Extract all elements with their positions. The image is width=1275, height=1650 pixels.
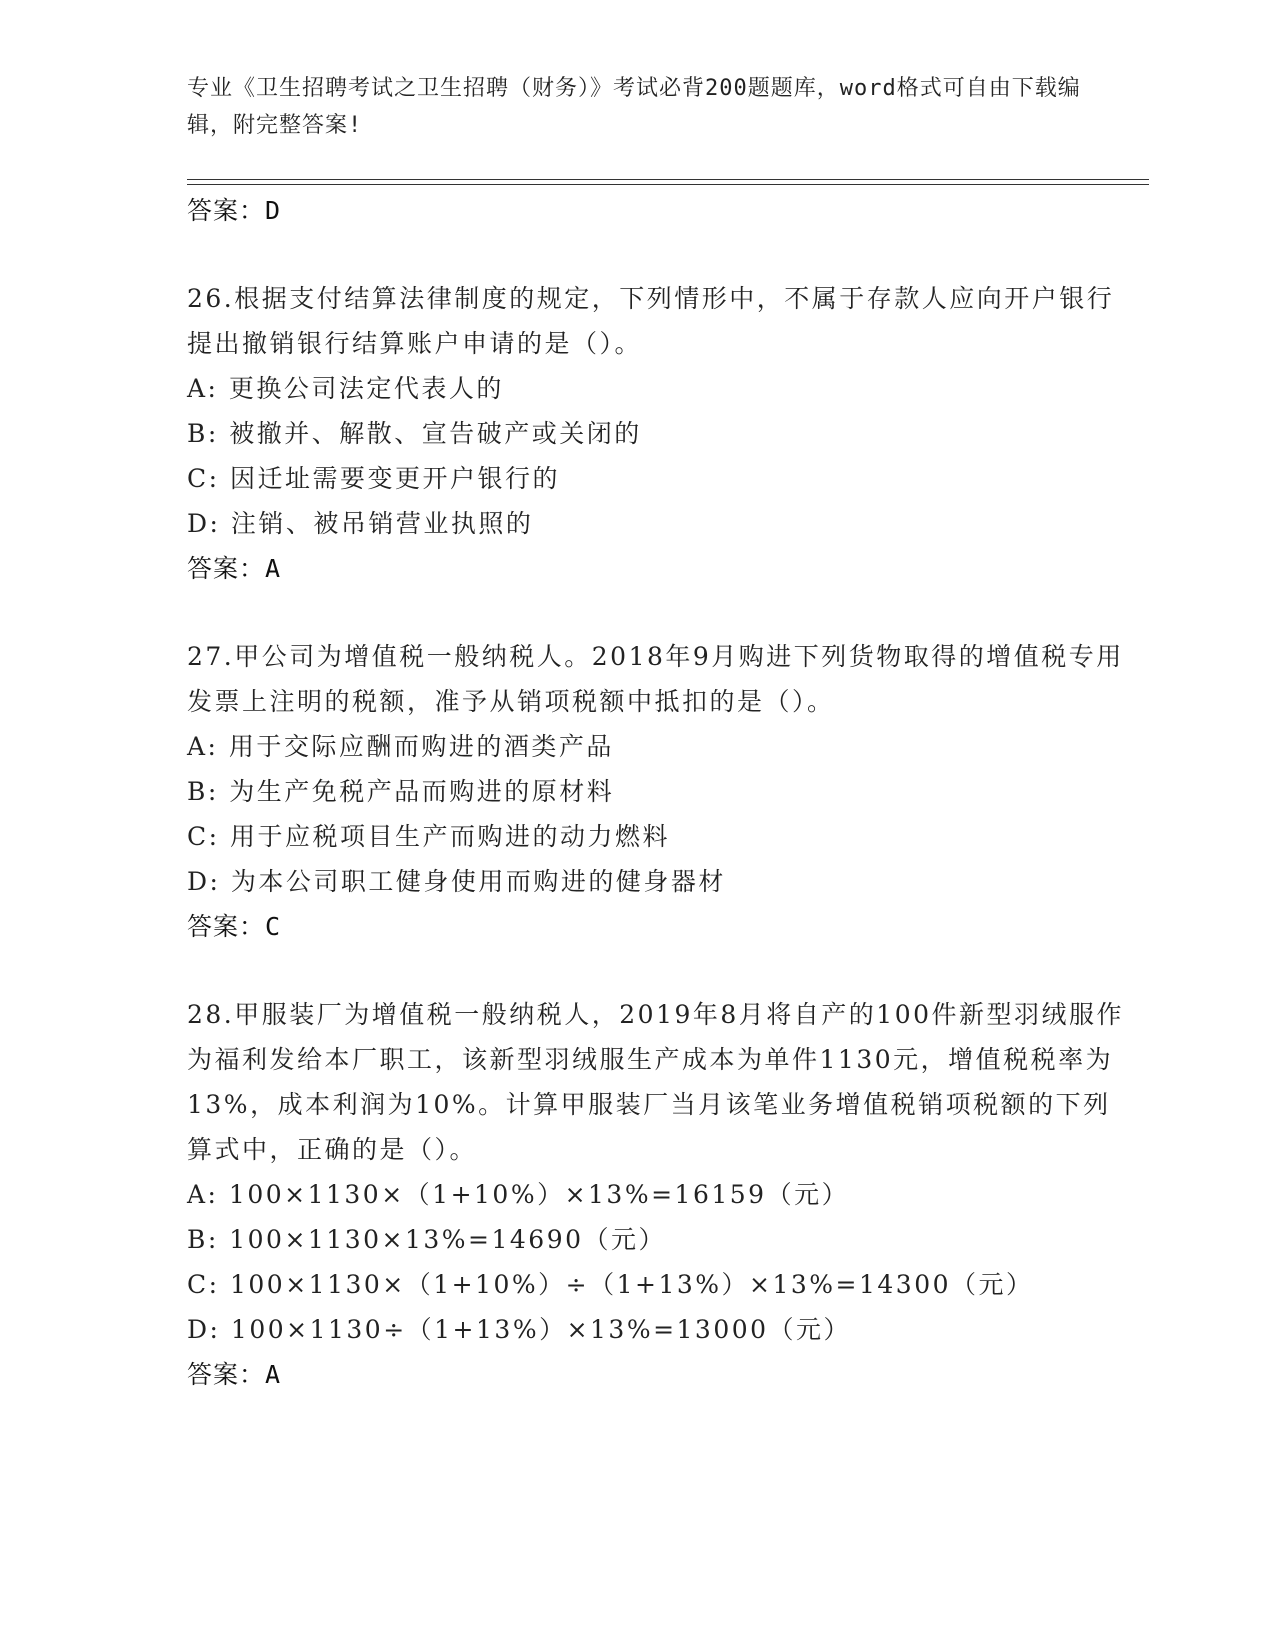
previous-answer: 答案：D bbox=[187, 196, 282, 225]
option-b: B: 被撤并、解散、宣告破产或关闭的 bbox=[187, 419, 642, 448]
option-a: A: 更换公司法定代表人的 bbox=[187, 374, 504, 403]
question-27 bbox=[187, 634, 1127, 950]
option-d: D: 注销、被吊销营业执照的 bbox=[187, 509, 534, 538]
option-a: A: 100×1130×（1+10%）×13%=16159（元） bbox=[187, 1180, 850, 1209]
header-rule-bottom bbox=[187, 184, 1149, 185]
question-stem: 26.根据支付结算法律制度的规定，下列情形中，不属于存款人应向开户银行提出撤销银行结算账户申请的是（）。 bbox=[187, 284, 1115, 358]
header-rule-top bbox=[187, 179, 1149, 180]
question-stem: 27.甲公司为增值税一般纳税人。2018年9月购进下列货物取得的增值税专用发票上注明的税额，准予从销项税额中抵扣的是（）。 bbox=[187, 642, 1124, 716]
question-answer: 答案：A bbox=[187, 554, 282, 583]
option-a: A: 用于交际应酬而购进的酒类产品 bbox=[187, 732, 614, 761]
question-26 bbox=[187, 276, 1127, 592]
option-c: C: 100×1130×（1+10%）÷（1+13%）×13%=14300（元） bbox=[187, 1270, 1034, 1299]
option-c: C: 因迁址需要变更开户银行的 bbox=[187, 464, 560, 493]
question-answer: 答案：A bbox=[187, 1360, 282, 1389]
option-d: D: 为本公司职工健身使用而购进的健身器材 bbox=[187, 867, 726, 896]
option-d: D: 100×1130÷（1+13%）×13%=13000（元） bbox=[187, 1315, 852, 1344]
document-body bbox=[187, 188, 1127, 1398]
document-header: 专业《卫生招聘考试之卫生招聘（财务）》考试必背200题题库，word格式可自由下载编辑，附完整答案! bbox=[187, 76, 1081, 138]
option-c: C: 用于应税项目生产而购进的动力燃料 bbox=[187, 822, 670, 851]
question-answer: 答案：C bbox=[187, 912, 282, 941]
question-28 bbox=[187, 992, 1127, 1398]
question-stem: 28.甲服装厂为增值税一般纳税人，2019年8月将自产的100件新型羽绒服作为福利发给本厂职工，该新型羽绒服生产成本为单件1130元，增值税税率为13%，成本利润为10%。计算甲服装厂当月该笔业务增值税销项税额的下列算式中，正确的是（）。 bbox=[187, 1000, 1125, 1164]
option-b: B: 为生产免税产品而购进的原材料 bbox=[187, 777, 615, 806]
option-b: B: 100×1130×13%=14690（元） bbox=[187, 1225, 667, 1254]
